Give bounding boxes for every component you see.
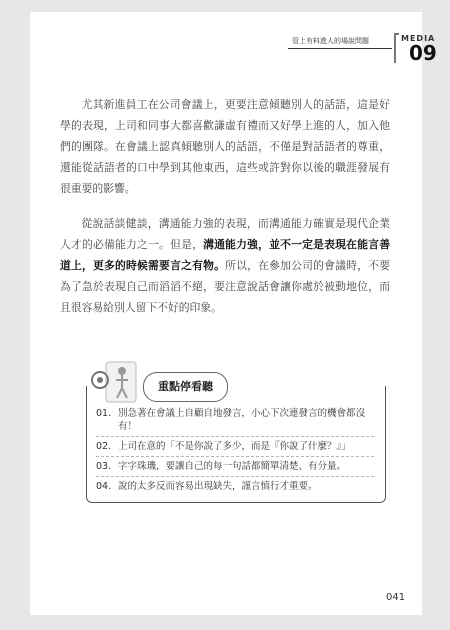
paragraph-2-emphasis: 溝通能力強，並不一定是表現在能言善道上，更多的時候需要言之有物。 (60, 238, 391, 272)
tip-number: 04. (96, 481, 112, 492)
page-number: 041 (386, 592, 406, 603)
tip-number: 02. (96, 441, 112, 452)
tip-number: 01. (96, 408, 112, 419)
chapter-bracket (394, 33, 399, 63)
chapter-number: 09 (409, 41, 437, 65)
paragraph-2 (60, 213, 390, 318)
tip-item (86, 457, 384, 476)
tip-item (86, 404, 384, 436)
paragraph-1: 尤其新進員工在公司會議上，更要注意傾聽別人的話語，這是好學的表現，上司和同事大都喜歡謙虛有禮而又好學上進的人，加入他們的團隊。在會議上認真傾聽別人的話語，不僅是對話語者的尊重，還能從話語者的口中學到其他東西，這些或許對你以後的職涯發展有很重要的影響。 (60, 98, 390, 195)
book-page (30, 12, 437, 615)
callout-title: 重點停看聽 (143, 372, 228, 402)
tip-text: 別急著在會議上自顧自地發言，小心下次連發言的機會都沒有！ (118, 408, 366, 432)
tip-item (86, 437, 384, 456)
header-rule (288, 48, 392, 49)
tips-list (86, 404, 384, 496)
tip-item (86, 477, 384, 496)
body-text (60, 94, 390, 332)
tip-text: 字字珠璣，要讓自己的每一句話都簡單清楚、有分量。 (118, 461, 347, 472)
megaphone-person-icon (88, 360, 140, 404)
tip-number: 03. (96, 461, 112, 472)
chapter-word: MEDIA (401, 34, 436, 43)
tip-text: 說的太多反而容易出現缺失，謹言慎行才重要。 (118, 481, 318, 492)
paragraph-2-end: 所以，在參加公司的會議時，不要為了急於表現自己而滔滔不絕，要注意說話會讓你處於被動地位，而且很容易給別人留下不好的印象。 (60, 259, 391, 314)
chapter-badge (394, 28, 444, 64)
tip-text: 上司在意的「不是你說了多少，而是『你說了什麼？』」 (118, 441, 351, 452)
paragraph-2-start: 從說話談健談，溝通能力強的表現，而溝通能力確實是現代企業人才的必備能力之一。但是， (60, 217, 390, 251)
running-header-title: 管上有料進人的場說問題 (292, 37, 369, 45)
